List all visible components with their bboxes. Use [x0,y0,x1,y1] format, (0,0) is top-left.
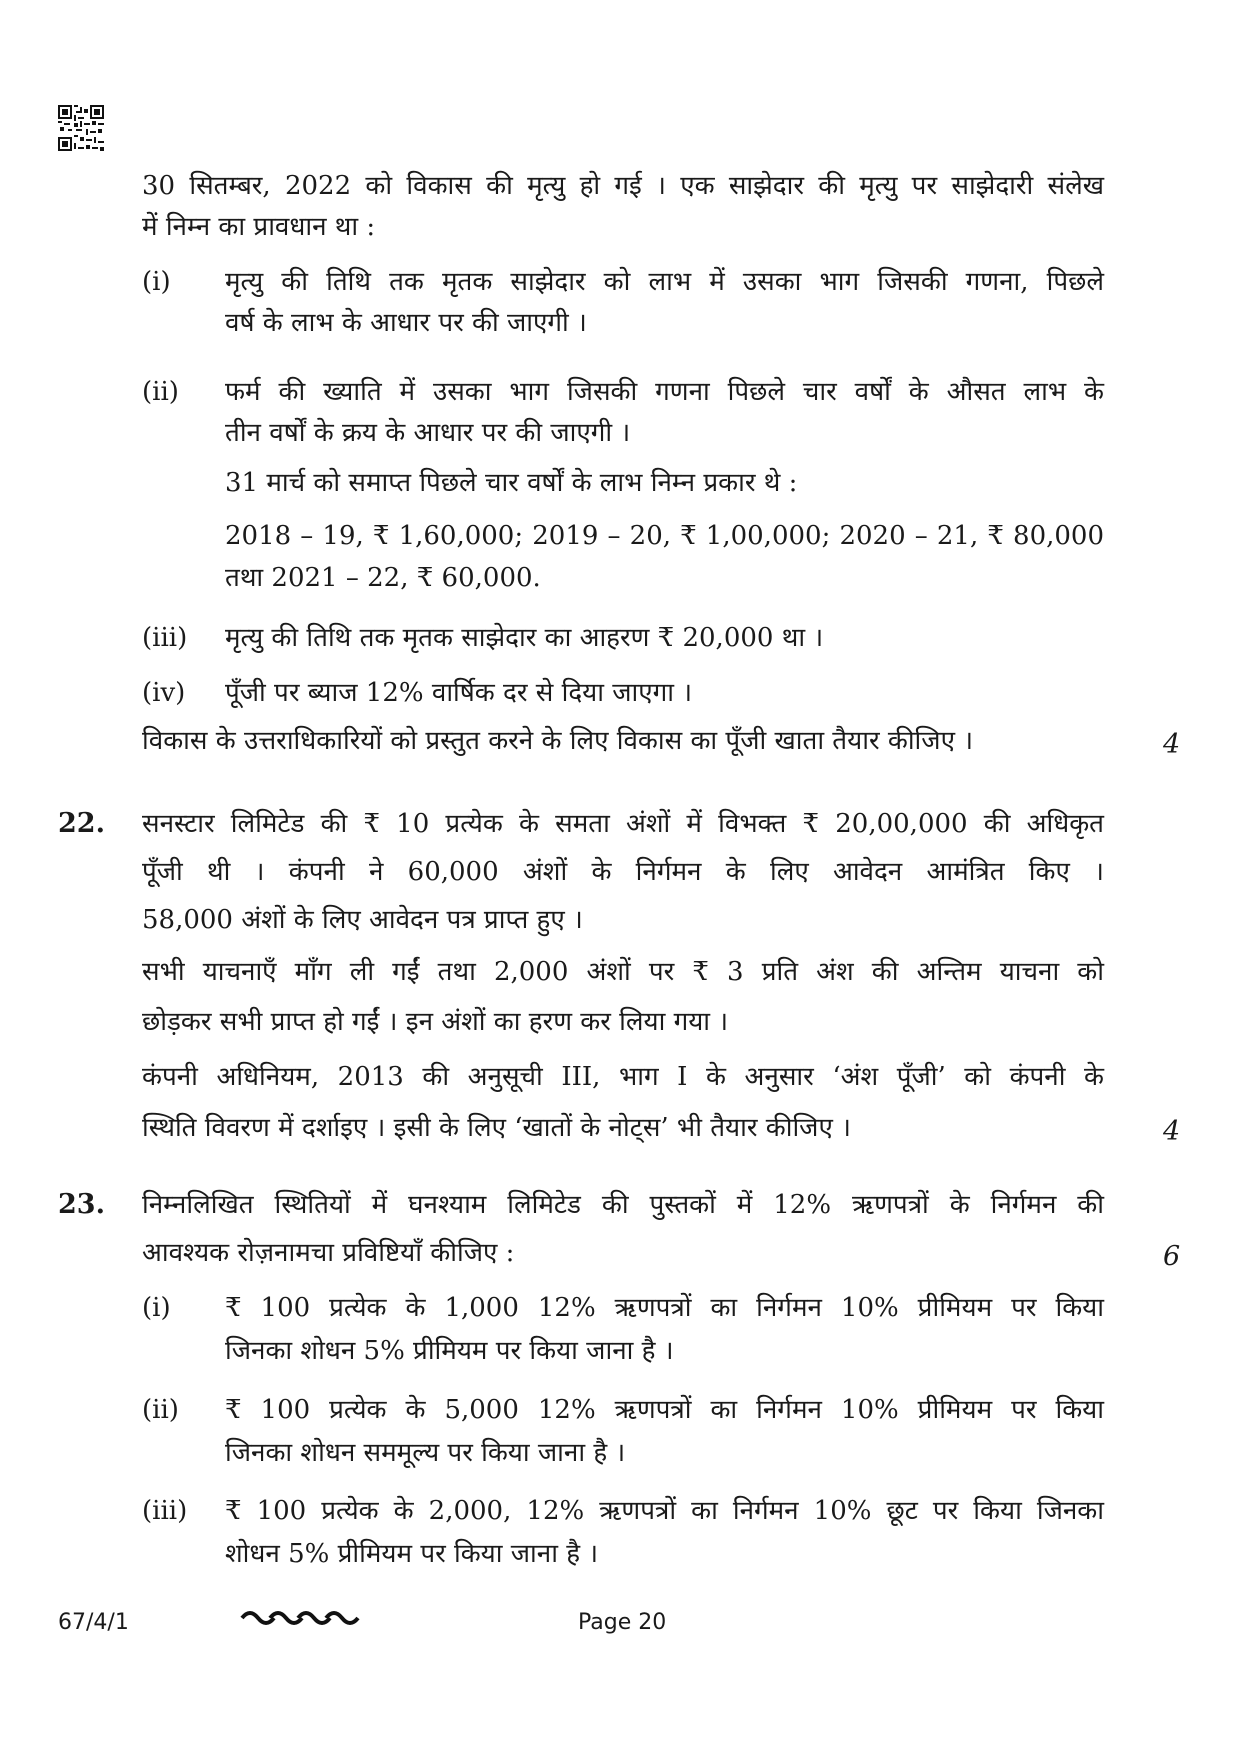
q22-line: पूँजी थी । कंपनी ने 60,000 अंशों के निर्गमन के लिए आवेदन आमंत्रित किए । [142,857,1104,887]
item-text: फर्म की ख्याति में उसका भाग जिसकी गणना पिछले चार वर्षों के औसत लाभ के [225,377,1104,407]
item-number: (i) [142,1293,171,1323]
item-text: शोधन 5% प्रीमियम पर किया जाना है । [225,1539,599,1569]
page-number: Page 20 [578,1610,667,1635]
paper-code: 67/4/1 [58,1610,129,1635]
q22-line: सभी याचनाएँ माँग ली गईं तथा 2,000 अंशों पर ₹ 3 प्रति अंश की अन्तिम याचना को [142,957,1104,987]
q22-marks: 4 [1163,1116,1181,1147]
item-number: (ii) [142,1395,179,1425]
item-number: (ii) [142,377,179,407]
item-number: (iv) [142,678,186,708]
profit-figures: 2018 – 19, ₹ 1,60,000; 2019 – 20, ₹ 1,00,000; 2020 – 21, ₹ 80,000 [225,521,1104,551]
item-text: मृत्यु की तिथि तक मृतक साझेदार का आहरण ₹ 20,000 था । [225,623,824,653]
q23-line: निम्नलिखित स्थितियों में घनश्याम लिमिटेड की पुस्तकों में 12% ऋणपत्रों के निर्गमन की [142,1190,1104,1220]
q23-marks: 6 [1163,1241,1181,1272]
question-number-22: 22. [58,808,105,839]
q22-line: स्थिति विवरण में दर्शाइए । इसी के लिए ‘खातों के नोट्स’ भी तैयार कीजिए । [142,1113,851,1143]
profit-figures: तथा 2021 – 22, ₹ 60,000. [225,563,541,593]
item-text: वर्ष के लाभ के आधार पर की जाएगी । [225,308,587,338]
item-text: ₹ 100 प्रत्येक के 5,000 12% ऋणपत्रों का निर्गमन 10% प्रीमियम पर किया [225,1395,1104,1425]
qr-code [58,105,104,151]
item-number: (iii) [142,1496,188,1526]
question-number-23: 23. [58,1189,105,1220]
item-text: ₹ 100 प्रत्येक के 2,000, 12% ऋणपत्रों का निर्गमन 10% छूट पर किया जिनका [225,1496,1104,1526]
intro-line-2: में निम्न का प्रावधान था : [142,212,376,242]
q21-instruction: विकास के उत्तराधिकारियों को प्रस्तुत करने के लिए विकास का पूँजी खाता तैयार कीजिए । [142,726,974,756]
item-text: जिनका शोधन सममूल्य पर किया जाना है । [225,1438,626,1468]
item-text: 31 मार्च को समाप्त पिछले चार वर्षों के लाभ निम्न प्रकार थे : [225,468,798,498]
q22-line: सनस्टार लिमिटेड की ₹ 10 प्रत्येक के समता अंशों में विभक्त ₹ 20,00,000 की अधिकृत [142,809,1104,839]
q22-line: कंपनी अधिनियम, 2013 की अनुसूची III, भाग I के अनुसार ‘अंश पूँजी’ को कंपनी के [142,1062,1104,1092]
q21-marks: 4 [1163,729,1181,760]
item-text: पूँजी पर ब्याज 12% वार्षिक दर से दिया जाएगा । [225,678,693,708]
q23-line: आवश्यक रोज़नामचा प्रविष्टियाँ कीजिए : [142,1238,515,1268]
item-number: (i) [142,267,171,297]
q22-line: 58,000 अंशों के लिए आवेदन पत्र प्राप्त हुए । [142,905,583,935]
q22-line: छोड़कर सभी प्राप्त हो गईं । इन अंशों का हरण कर लिया गया । [142,1007,729,1037]
intro-line-1: 30 सितम्बर, 2022 को विकास की मृत्यु हो गई । एक साझेदार की मृत्यु पर साझेदारी संलेख [142,171,1104,201]
item-text: ₹ 100 प्रत्येक के 1,000 12% ऋणपत्रों का निर्गमन 10% प्रीमियम पर किया [225,1293,1104,1323]
wave-ornament-icon [240,1600,360,1630]
item-text: तीन वर्षों के क्रय के आधार पर की जाएगी । [225,418,631,448]
item-text: जिनका शोधन 5% प्रीमियम पर किया जाना है । [225,1336,674,1366]
item-number: (iii) [142,623,188,653]
item-text: मृत्यु की तिथि तक मृतक साझेदार को लाभ में उसका भाग जिसकी गणना, पिछले [225,267,1104,297]
